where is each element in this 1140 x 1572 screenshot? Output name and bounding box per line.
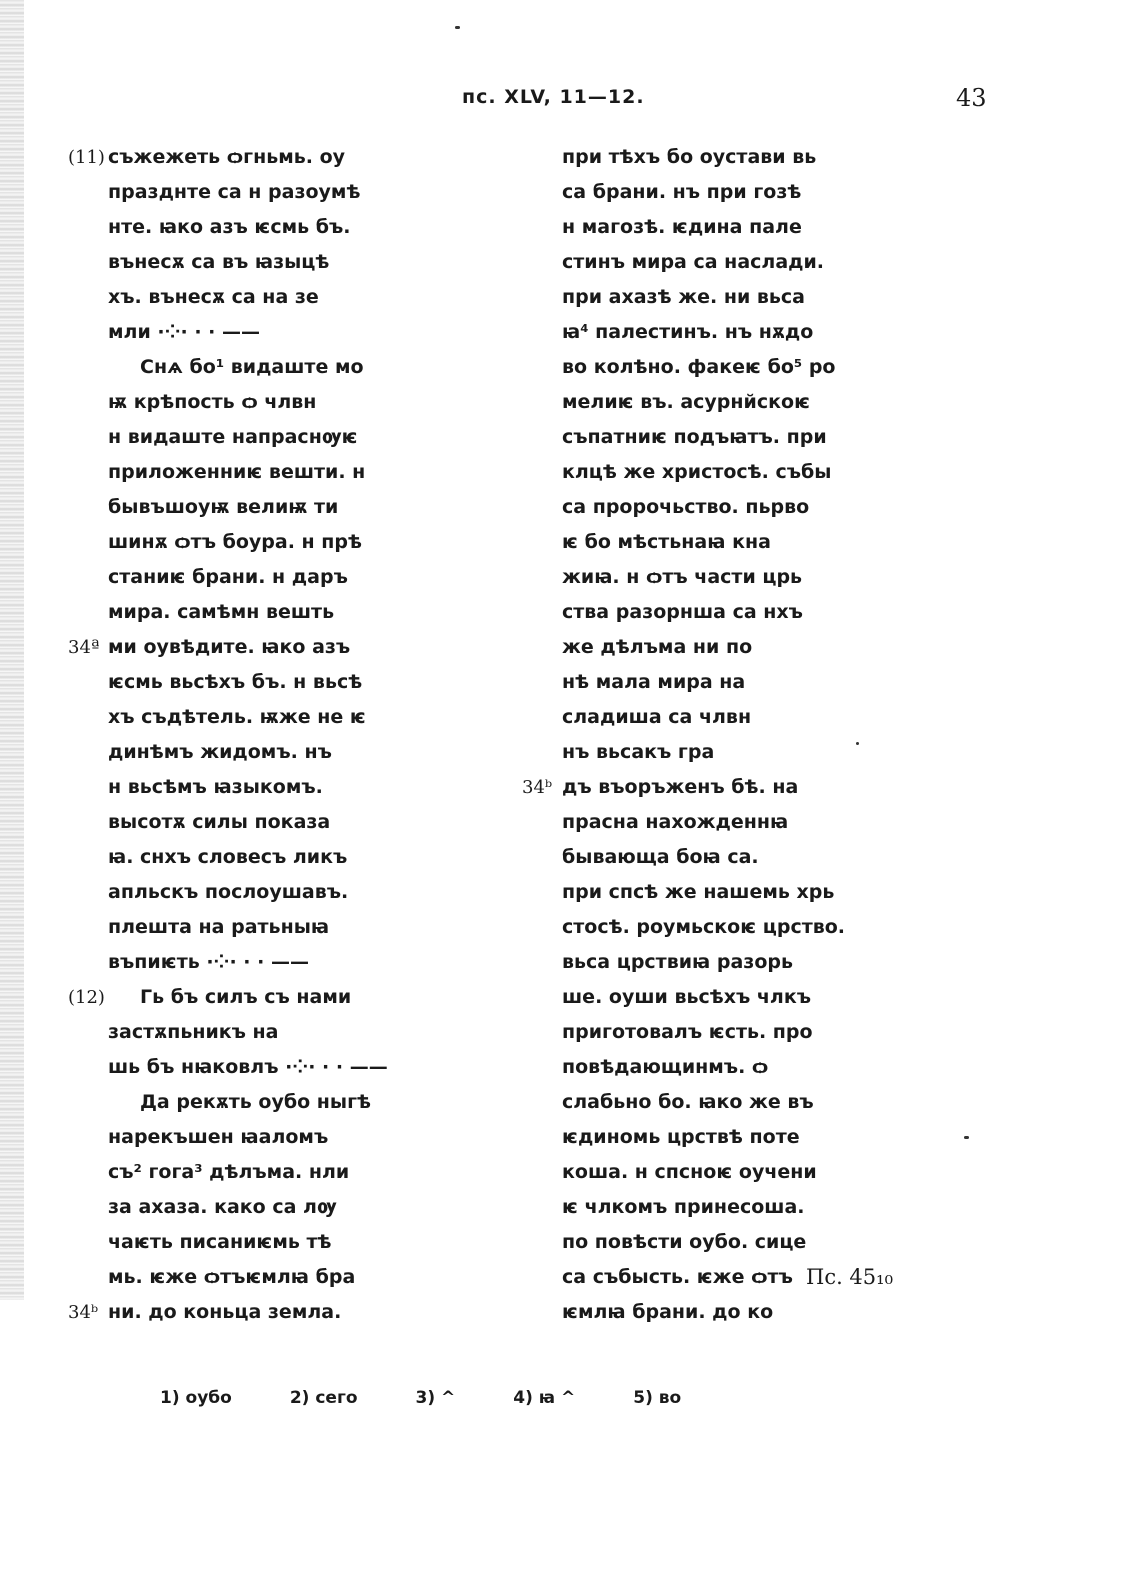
text-line bbox=[562, 875, 845, 910]
text-line bbox=[562, 1295, 845, 1330]
line-text: празднте са н разоумѣ bbox=[108, 181, 361, 203]
footnote: 4) ꙗ ^ bbox=[513, 1388, 576, 1408]
line-text: по повѣсти оубо. сице bbox=[562, 1231, 807, 1253]
line-text: нѣ мала мира на bbox=[562, 671, 746, 693]
text-line bbox=[108, 840, 388, 875]
text-line bbox=[68, 140, 388, 175]
text-line bbox=[562, 140, 845, 175]
text-line bbox=[562, 385, 845, 420]
line-text: шь бъ нꙗковлъ ·⁘· · · —— bbox=[108, 1056, 388, 1078]
line-text: ни. до коньца земла. bbox=[108, 1301, 342, 1323]
text-line bbox=[562, 735, 845, 770]
footnote: 1) оубо bbox=[160, 1388, 232, 1408]
text-line bbox=[108, 245, 388, 280]
line-text: при тѣхъ бо оустави вь bbox=[562, 146, 817, 168]
text-line bbox=[108, 525, 388, 560]
margin-marker: (11) bbox=[68, 147, 105, 168]
line-text: съжежеть ѻгньмь. оу bbox=[108, 146, 346, 168]
text-line bbox=[108, 1260, 388, 1295]
line-text: ѥмлꙗ брани. до ко bbox=[562, 1301, 774, 1323]
text-line bbox=[108, 210, 388, 245]
line-text: коша. н спсноѥ оучени bbox=[562, 1161, 817, 1183]
line-text: прасна нахожденнꙗ bbox=[562, 811, 789, 833]
text-line bbox=[562, 630, 845, 665]
line-text: шинѫ ѻтъ боура. н прѣ bbox=[108, 531, 362, 553]
text-line bbox=[108, 175, 388, 210]
text-line bbox=[522, 770, 845, 805]
text-line bbox=[562, 560, 845, 595]
margin-marker: 34ᵇ bbox=[68, 1302, 99, 1323]
text-line bbox=[108, 315, 388, 350]
text-line bbox=[108, 875, 388, 910]
text-line bbox=[108, 455, 388, 490]
text-line bbox=[562, 1225, 845, 1260]
line-text: при ахазѣ же. ни вьса bbox=[562, 286, 805, 308]
text-line bbox=[562, 175, 845, 210]
line-text: стосѣ. роумьскоѥ црство. bbox=[562, 916, 846, 938]
line-text: же дѣлъма ни по bbox=[562, 636, 753, 658]
text-line bbox=[108, 1085, 388, 1120]
footnote: 2) сего bbox=[289, 1388, 358, 1408]
text-line bbox=[108, 1120, 388, 1155]
text-line bbox=[562, 350, 845, 385]
text-line bbox=[108, 1015, 388, 1050]
text-line bbox=[562, 1050, 845, 1085]
margin-marker: (12) bbox=[68, 987, 105, 1008]
line-text: мь. ѥже ѻтъѥмлꙗ бра bbox=[108, 1266, 356, 1288]
line-text: хъ съдѣтель. ѭже не ѥ bbox=[108, 706, 366, 728]
line-text: чаѥть писаниѥмь тѣ bbox=[108, 1231, 332, 1253]
scan-speck bbox=[964, 1136, 969, 1139]
right-column bbox=[522, 140, 893, 1330]
text-line bbox=[562, 280, 845, 315]
footnote: 3) ^ bbox=[415, 1388, 456, 1408]
line-text: н вьсѣмъ ꙗзыкомъ. bbox=[108, 776, 323, 798]
text-line bbox=[562, 210, 845, 245]
text-line bbox=[562, 1260, 893, 1295]
line-text: слабьно бо. ꙗко же въ bbox=[562, 1091, 814, 1113]
text-line bbox=[562, 1120, 845, 1155]
text-line bbox=[562, 525, 845, 560]
text-line bbox=[108, 665, 388, 700]
text-line bbox=[108, 1050, 388, 1085]
text-line bbox=[108, 350, 388, 385]
text-line bbox=[562, 945, 845, 980]
line-text: ꙗ⁴ палестинъ. нъ нѫдо bbox=[562, 321, 814, 343]
line-text: вьса црствиꙗ разорь bbox=[562, 951, 793, 973]
line-text: повѣдающинмъ. ѻ bbox=[562, 1056, 769, 1078]
text-line bbox=[562, 840, 845, 875]
scripture-citation: Пс. 45₁₀ bbox=[806, 1265, 893, 1289]
line-text: са брани. нъ при гозѣ bbox=[562, 181, 802, 203]
margin-marker: 34ᵇ bbox=[522, 777, 553, 798]
line-text: за ахаза. како са лѹ bbox=[108, 1196, 337, 1218]
text-line bbox=[562, 665, 845, 700]
text-line bbox=[108, 735, 388, 770]
text-line bbox=[68, 1295, 388, 1330]
running-title: пс. XLV, 11—12. bbox=[462, 86, 645, 108]
line-text: ства разорнша са нхъ bbox=[562, 601, 803, 623]
text-line bbox=[108, 560, 388, 595]
text-line bbox=[108, 420, 388, 455]
line-text: приложенниѥ вешти. н bbox=[108, 461, 366, 483]
line-text: сладиша са члвн bbox=[562, 706, 752, 728]
text-line bbox=[562, 1015, 845, 1050]
line-text: мелиѥ въ. асурнйскоѥ bbox=[562, 391, 811, 413]
line-text: Гь бъ силъ съ нами bbox=[140, 986, 352, 1008]
text-line bbox=[108, 1155, 388, 1190]
line-text: ше. оуши вьсѣхъ члкъ bbox=[562, 986, 812, 1008]
line-text: мли ·⁘· · · —— bbox=[108, 321, 261, 343]
line-text: динѣмъ жидомъ. нъ bbox=[108, 741, 332, 763]
text-line bbox=[562, 980, 845, 1015]
text-line bbox=[108, 595, 388, 630]
line-text: Да рекѫть оубо ныгѣ bbox=[140, 1091, 372, 1113]
line-text: н видаште напраснѹѥ bbox=[108, 426, 358, 448]
text-line bbox=[108, 770, 388, 805]
line-text: въпиѥть ·⁘· · · —— bbox=[108, 951, 309, 973]
text-line bbox=[562, 245, 845, 280]
text-line bbox=[108, 805, 388, 840]
line-text: высотѫ силы показа bbox=[108, 811, 331, 833]
text-line bbox=[108, 910, 388, 945]
margin-marker: 34ª bbox=[68, 637, 100, 658]
text-line bbox=[108, 700, 388, 735]
line-text: бывающа боꙗ са. bbox=[562, 846, 759, 868]
text-line bbox=[108, 945, 388, 980]
line-text: вънесѫ са въ ꙗзыцѣ bbox=[108, 251, 330, 273]
line-text: са събысть. ѥже ѻтъ bbox=[562, 1266, 793, 1288]
text-line bbox=[68, 980, 388, 1015]
text-line bbox=[562, 805, 845, 840]
line-text: апльскъ послоушавъ. bbox=[108, 881, 349, 903]
text-line bbox=[108, 1190, 388, 1225]
text-line bbox=[562, 1155, 845, 1190]
line-text: застѫпьникъ на bbox=[108, 1021, 279, 1043]
line-text: нарекъшен ꙗаломъ bbox=[108, 1126, 329, 1148]
line-text: ми оувѣдите. ꙗко азъ bbox=[108, 636, 351, 658]
scan-speck bbox=[856, 742, 859, 745]
line-text: Снѧ бо¹ видаште мо bbox=[140, 356, 364, 378]
line-text: жиꙗ. н ѻтъ части црь bbox=[562, 566, 803, 588]
line-text: ѥ члкомъ принесоша. bbox=[562, 1196, 805, 1218]
text-line bbox=[562, 1085, 845, 1120]
text-line bbox=[562, 455, 845, 490]
line-text: ꙗ. снхъ словесъ ликъ bbox=[108, 846, 348, 868]
text-line bbox=[562, 490, 845, 525]
scanned-page-edge bbox=[0, 0, 24, 1300]
line-text: мира. самѣмн вешть bbox=[108, 601, 335, 623]
text-line bbox=[108, 1225, 388, 1260]
text-line bbox=[562, 1190, 845, 1225]
line-text: клцѣ же христосѣ. събы bbox=[562, 461, 832, 483]
line-text: нъ вьсакъ гра bbox=[562, 741, 715, 763]
line-text: ѭ крѣпость ѻ члвн bbox=[108, 391, 317, 413]
page-number: 43 bbox=[956, 84, 987, 112]
line-text: во колѣно. факеѥ бо⁵ ро bbox=[562, 356, 836, 378]
text-line bbox=[108, 280, 388, 315]
text-line bbox=[562, 910, 845, 945]
text-line bbox=[108, 385, 388, 420]
line-text: нте. ꙗко азъ ѥсмь бъ. bbox=[108, 216, 351, 238]
left-column bbox=[68, 140, 388, 1330]
line-text: съ² гога³ дѣлъма. нли bbox=[108, 1161, 350, 1183]
text-line bbox=[562, 700, 845, 735]
line-text: са пророчьство. пьрво bbox=[562, 496, 810, 518]
line-text: ѥсмь вьсѣхъ бъ. н вьсѣ bbox=[108, 671, 363, 693]
line-text: ѥдиномь црствѣ поте bbox=[562, 1126, 800, 1148]
footnote: 5) во bbox=[633, 1388, 682, 1408]
text-line bbox=[68, 630, 388, 665]
line-text: дъ въоръженъ бѣ. на bbox=[562, 776, 799, 798]
text-line bbox=[562, 420, 845, 455]
scan-speck bbox=[455, 26, 460, 29]
line-text: при спсѣ же нашемь хрь bbox=[562, 881, 835, 903]
line-text: плешта на ратьныꙗ bbox=[108, 916, 330, 938]
line-text: съпатниѥ подъꙗтъ. при bbox=[562, 426, 827, 448]
text-line bbox=[562, 315, 845, 350]
line-text: приготовалъ ѥсть. про bbox=[562, 1021, 813, 1043]
line-text: бывъшоуѭ велиѭ ти bbox=[108, 496, 339, 518]
line-text: стинъ мира са наслади. bbox=[562, 251, 825, 273]
footnotes bbox=[160, 1388, 720, 1408]
line-text: ѥ бо мѣстьнаꙗ кна bbox=[562, 531, 771, 553]
line-text: станиѥ брани. н даръ bbox=[108, 566, 348, 588]
line-text: н магозѣ. ѥдина пале bbox=[562, 216, 802, 238]
line-text: хъ. вънесѫ са на зе bbox=[108, 286, 319, 308]
text-line bbox=[562, 595, 845, 630]
text-line bbox=[108, 490, 388, 525]
